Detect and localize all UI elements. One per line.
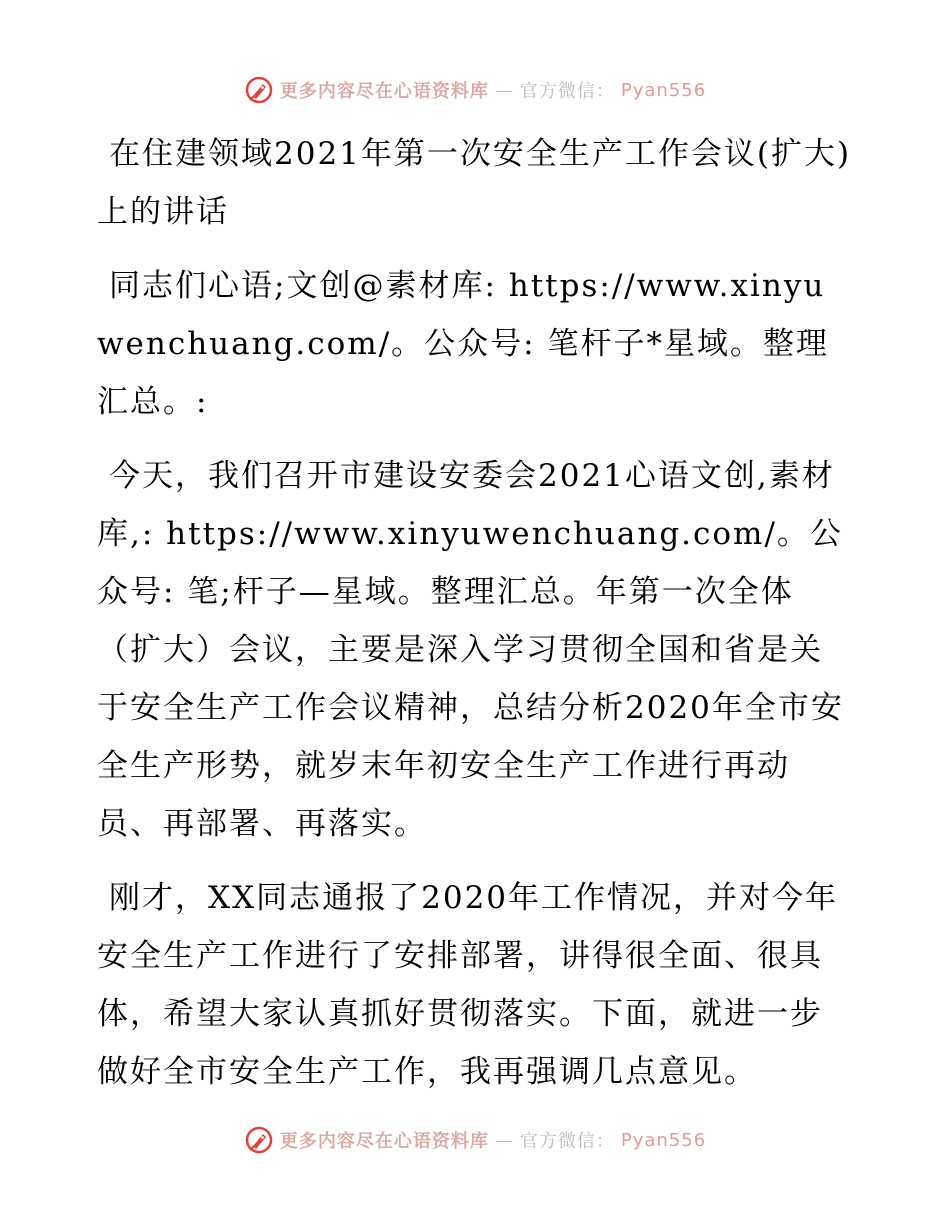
- paragraph-greeting: 同志们心语;文创@素材库: https://www.xinyuwenchuang.com/。公众号: 笔杆子*星域。整理汇总。:: [97, 268, 829, 420]
- watermark-handle: Pyan556: [620, 1129, 707, 1151]
- watermark-main-text: 更多内容尽在心语资料库: [279, 81, 489, 102]
- watermark-handle: Pyan556: [620, 79, 707, 101]
- paragraph-opening: 今天，我们召开市建设安委会2021心语文创,素材库,: https://www.xinyuwenchuang.com/。公众号: 笔;杆子—星域。整理汇总。年第一次全体（扩大）会议，主要是深入学习贯彻全国和省是关于安全生产工作会议精神，总结分析2020年全市安全生产形势，就岁末年初安全生产工作进行再动员、再部署、再落实。: [97, 458, 844, 842]
- pen-nib-logo-icon: [244, 1125, 274, 1155]
- paragraph-remarks: 刚才，XX同志通报了2020年工作情况，并对今年安全生产工作进行了安排部署，讲得很全面、很具体，希望大家认真抓好贯彻落实。下面，就进一步做好全市安全生产工作，我再强调几点意见。: [97, 880, 839, 1090]
- document-title: 在住建领域2021年第一次安全生产工作会议(扩大)上的讲话: [97, 136, 852, 230]
- watermark-main-text: 更多内容尽在心语资料库: [279, 1131, 489, 1152]
- watermark-label: 官方微信：: [519, 81, 615, 102]
- pen-nib-logo-icon: [244, 75, 274, 105]
- footer-watermark: [0, 1122, 950, 1158]
- watermark-separator: —: [494, 1129, 514, 1151]
- header-watermark: [0, 72, 950, 108]
- watermark-label: 官方微信：: [519, 1131, 615, 1152]
- watermark-separator: —: [494, 79, 514, 101]
- document-body: [97, 125, 853, 1101]
